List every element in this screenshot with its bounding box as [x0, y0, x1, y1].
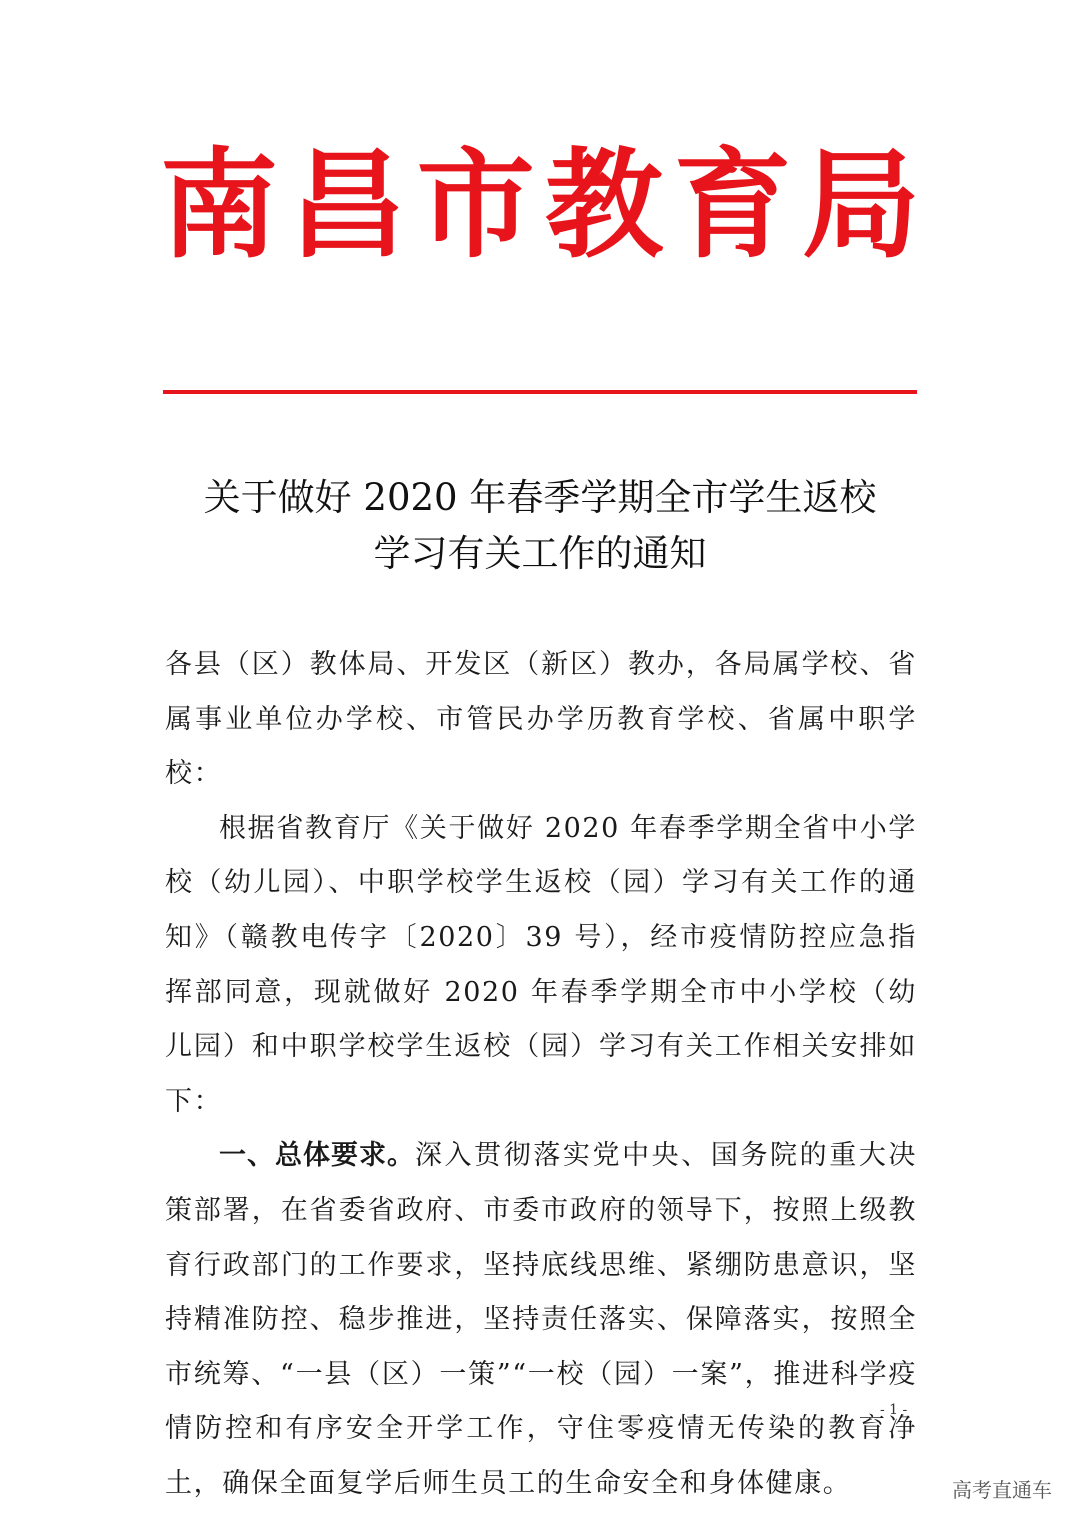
section-1	[165, 1129, 917, 1511]
red-divider	[163, 390, 917, 394]
document-title	[140, 470, 940, 582]
document-body	[165, 638, 917, 1512]
masthead-char: 教	[545, 135, 664, 274]
watermark: 高考直通车	[952, 1478, 1052, 1502]
title-line-1: 关于做好 2020 年春季学期全市学生返校	[203, 476, 877, 519]
masthead-char: 育	[673, 135, 792, 274]
title-line-2: 学习有关工作的通知	[373, 532, 707, 575]
masthead-char: 南	[160, 135, 279, 274]
section-1-heading: 一、总体要求。	[219, 1140, 415, 1172]
paragraph-1: 根据省教育厅《关于做好 2020 年春季学期全省中小学校（幼儿园）、中职学校学生返校（园）学习有关工作的通知》（赣教电传字〔2020〕39 号），经市疫情防控应急指挥部同意，现就做好 2020 年春季学期全市中小学校（幼儿园）和中职学校学生返校（园）学习有关工作相关安排如下：	[165, 812, 917, 1117]
recipients: 各县（区）教体局、开发区（新区）教办，各局属学校、省属事业单位办学校、市管民办学历教育学校、省属中职学校：	[165, 649, 917, 790]
page-number: - 1 -	[880, 1402, 908, 1418]
section-1-text: 深入贯彻落实党中央、国务院的重大决策部署，在省委省政府、市委市政府的领导下，按照上级教育行政部门的工作要求，坚持底线思维、紧绷防患意识，坚持精准防控、稳步推进，坚持责任落实、保障落实，按照全市统筹、“一县（区）一策”“一校（园）一案”，推进科学疫情防控和有序安全开学工作，守住零疫情无传染的教育净土，确保全面复学后师生员工的生命安全和身体健康。	[165, 1140, 918, 1499]
masthead-char: 昌	[288, 135, 407, 274]
masthead-char: 市	[416, 135, 535, 274]
masthead-char: 局	[801, 135, 920, 274]
masthead	[160, 135, 920, 274]
